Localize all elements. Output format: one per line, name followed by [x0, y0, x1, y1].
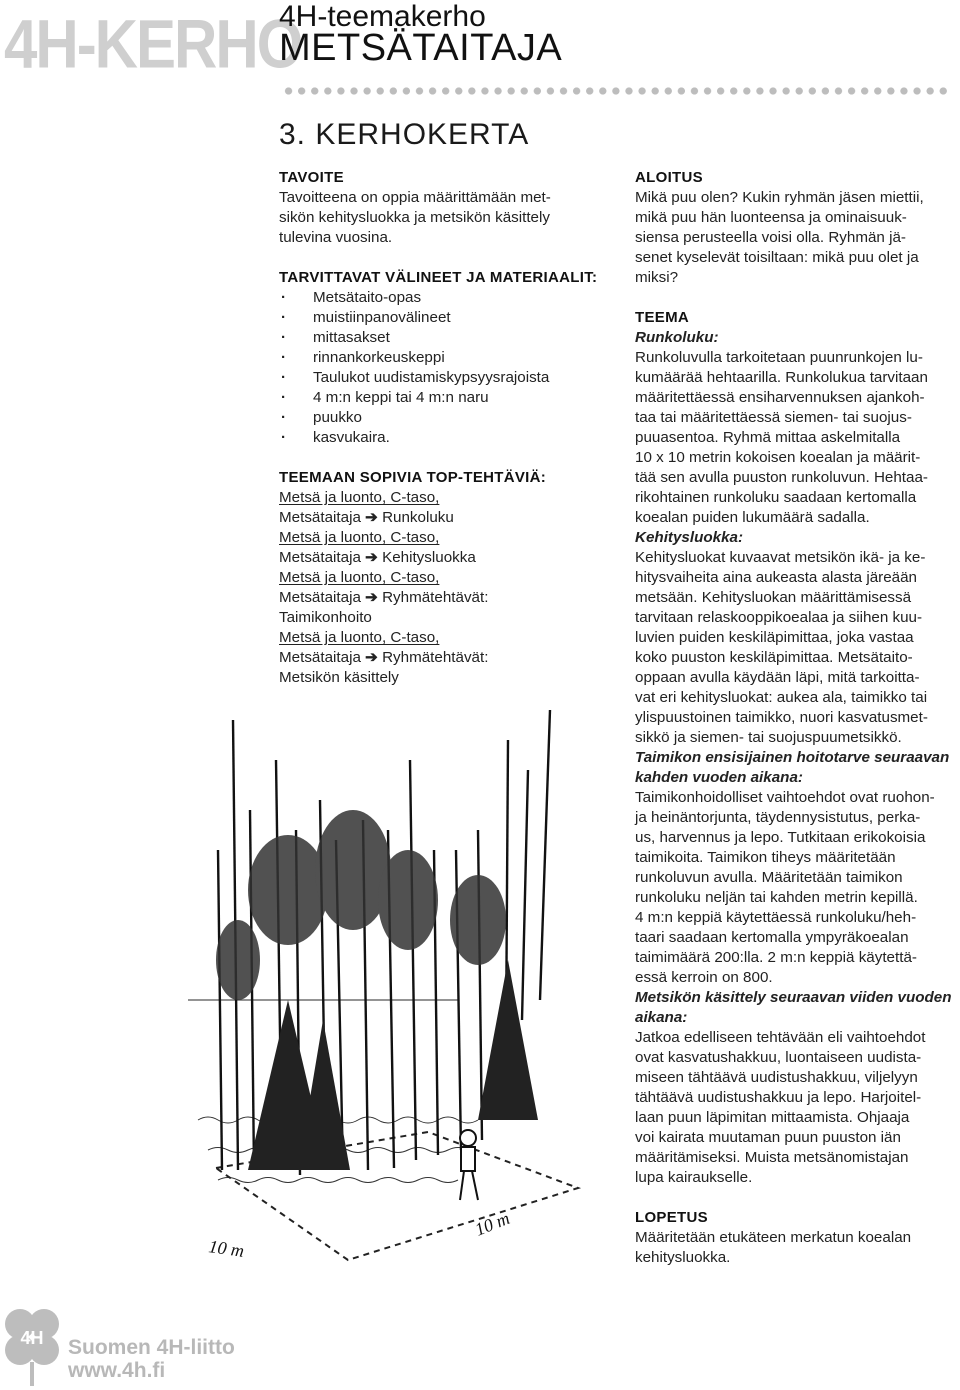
materials-heading: TARVITTAVAT VÄLINEET JA MATERIAALIT:: [279, 269, 598, 286]
end-heading: LOPETUS: [635, 1209, 708, 1226]
end-text: Määritetään etukäteen merkatun koealan kehitysluokka.: [635, 1229, 912, 1266]
list-item: · kasvukaira.: [279, 428, 599, 448]
goal-heading: TAVOITE: [279, 169, 344, 186]
goal-text: Tavoitteena on oppia määrittämään met- sikön kehitysluokka ja metsikön käsittely tulevina vuosina.: [279, 189, 551, 246]
session-title: 3. KERHOKERTA: [279, 118, 530, 151]
top-task-source[interactable]: Metsä ja luonto, C-taso,: [279, 629, 440, 646]
4h-clover-logo-icon: [0, 1300, 64, 1390]
page-title: METSÄTAITAJA: [279, 27, 563, 69]
top-task-path: Metsätaitaja ➔ Ryhmätehtävät:: [279, 649, 489, 666]
metsikko-text: Jatkoa edelliseen tehtävään eli vaihtoehdot ovat kasvatushakkuu, luontaiseen uudista- miseen tähtäävä uudistushakkuu, viljelyyn tähtäävä uudistushakkuu ja lepo. Harjoitel- laan puun läpimitan mittaamista. Ohjaaja voi kairata muutaman puun puuston iän määritämiseksi. Muista metsänomistajan lupa kairaukselle.: [635, 1029, 926, 1186]
top-task-path: Metsätaitaja ➔ Ryhmätehtävät:: [279, 589, 489, 606]
kehitysluokka-label: Kehitysluokka:: [635, 529, 744, 546]
footer-url-link[interactable]: www.4h.fi: [68, 1359, 166, 1382]
list-item: · rinnankorkeuskeppi: [279, 348, 599, 368]
kehitysluokka-text: Kehitysluokat kuvaavat metsikön ikä- ja ke- hitysvaiheita aina aukeasta alasta järeään metsään. Kehitysluokan määrittämisessä tarvitaan relaskooppikoealaa ja siihen kuu- luvien puiden keskiläpimittaa, joka vastaa koko puuston keskiläpimittaa. Metsätaito- oppaan avulla käydään läpi, mitä tarkoitta- vat eri kehitysluokat: aukea ala, taimikko tai ylispuustoinen taimikko, nuori kasvatusmet- sikkö ja siemen- tai suojuspuumetsikkö.: [635, 549, 928, 746]
top-task-sub: Taimikonhoito: [279, 609, 372, 626]
list-item: · Metsätaito-opas: [279, 288, 599, 308]
list-item: · muistiinpanovälineet: [279, 308, 599, 328]
arrow-right-icon: ➔: [365, 549, 378, 566]
right-column: [635, 168, 955, 1268]
dotted-divider: [282, 86, 952, 96]
left-column: [279, 168, 599, 688]
top-task-path: Metsätaitaja ➔ Kehitysluokka: [279, 549, 476, 566]
logo-text: 4H: [20, 1328, 44, 1348]
list-item: · mittasakset: [279, 328, 599, 348]
list-item: · 4 m:n keppi tai 4 m:n naru: [279, 388, 599, 408]
materials-list: [279, 288, 599, 448]
theme-heading: TEEMA: [635, 309, 689, 326]
list-item: · puukko: [279, 408, 599, 428]
arrow-right-icon: ➔: [365, 589, 378, 606]
start-text: Mikä puu olen? Kukin ryhmän jäsen miettii, mikä puu hän luonteensa ja ominaisuuk- siensa perusteella voisi olla. Ryhmän jä- senet kyselevät toisiltaan: mikä puu olet ja miksi?: [635, 189, 924, 286]
watermark-4h-kerho: 4H-KERHO: [4, 5, 302, 83]
top-task-sub: Metsikön käsittely: [279, 669, 399, 686]
top-task: [279, 568, 599, 628]
footer-organization: Suomen 4H-liitto: [68, 1336, 235, 1359]
header-kicker: 4H-teemakerho: [279, 0, 486, 33]
tree-canopies: [216, 810, 506, 1000]
top-tasks-list: [279, 488, 599, 688]
arrow-right-icon: ➔: [365, 649, 378, 666]
top-task-source[interactable]: Metsä ja luonto, C-taso,: [279, 529, 440, 546]
top-task-source[interactable]: Metsä ja luonto, C-taso,: [279, 489, 440, 506]
top-task-source[interactable]: Metsä ja luonto, C-taso,: [279, 569, 440, 586]
top-task-path: Metsätaitaja ➔ Runkoluku: [279, 509, 454, 526]
arrow-right-icon: ➔: [365, 509, 378, 526]
plot-side-label-left: 10 m: [207, 1236, 246, 1261]
list-item: · Taulukot uudistamiskypsyysrajoista: [279, 368, 599, 388]
start-heading: ALOITUS: [635, 169, 703, 186]
top-tasks-heading: TEEMAAN SOPIVIA TOP-TEHTÄVIÄ:: [279, 469, 547, 486]
top-task: [279, 528, 599, 568]
taimikko-label: Taimikon ensisijainen hoitotarve seuraavan kahden vuoden aikana:: [635, 749, 950, 786]
plot-side-label-right: 10 m: [472, 1207, 513, 1240]
runkoluku-label: Runkoluku:: [635, 329, 719, 346]
taimikko-text: Taimikonhoidolliset vaihtoehdot ovat ruohon- ja heinäntorjunta, täydennysistutus, perka- us, harvennus ja lepo. Tutkitaan erikokoisia taimikoita. Taimikon tiheys määritetään runkoluvun avulla. Määritetään taimikon runkoluku neljän tai kahden metrin kepillä. 4 m:n keppiä käytettäessä runkoluku/heh- taari saadaan kertomalla ympyräkoealan taimimäärä 200:lla. 2 m:n keppiä käytettä- essä kerroin on 800.: [635, 789, 935, 986]
person-figure: [460, 1130, 478, 1200]
runkoluku-text: Runkoluvulla tarkoitetaan puunrunkojen lu- kumäärää hehtaarilla. Runkolukua tarvitaan määritettäessä ensiharvennuksen ajankoh- taa tai määritettäessä siemen- tai suojus- puuasentoa. Ryhmä mittaa askelmitalla 10 x 10 metrin kokoisen koealan ja määrit- tää sen avulla puuston runkoluvun. Hehtaa- rikohtainen runkoluku saadaan kertomalla koealan puiden lukumäärä sadalla.: [635, 349, 928, 526]
top-task: [279, 488, 599, 528]
forest-plot-illustration: [178, 700, 598, 1290]
metsikko-label: Metsikön käsittely seuraavan viiden vuoden aikana:: [635, 989, 952, 1026]
top-task: [279, 628, 599, 688]
